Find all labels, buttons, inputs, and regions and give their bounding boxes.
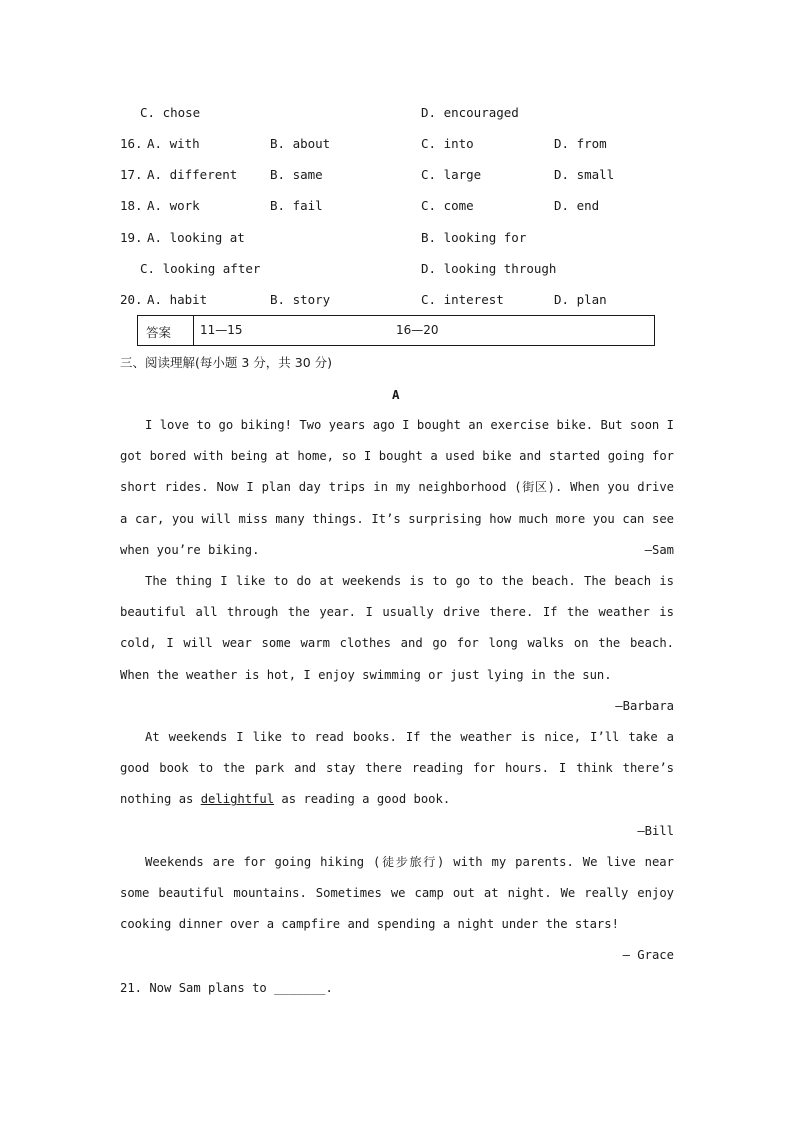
question-number: 19. <box>120 230 143 245</box>
option-15-c: C. chose <box>140 105 201 120</box>
answer-label: 答案 <box>146 325 172 340</box>
option-15-d: D. encouraged <box>421 105 519 120</box>
option-b: B. looking for <box>421 230 527 245</box>
paragraph-barbara <box>120 566 674 691</box>
question-21: 21. Now Sam plans to _______. <box>120 981 333 995</box>
question-number: 20. <box>120 292 143 307</box>
underlined-word: delightful <box>200 792 275 807</box>
author-signature: —Barbara <box>615 699 674 713</box>
option-a: A. habit <box>147 292 208 307</box>
paragraph-text: At weekends I like to read books. If the weather is nice, I’ll take a good book to the park and stay there reading for hours. I think there’s nothing as <box>120 730 674 807</box>
option-d: D. looking through <box>421 261 557 276</box>
paragraph-text: Weekends are for going hiking (徒步旅行) with my parents. We live near some beautiful mountains. Sometimes we camp out at night. We really enjoy cooking dinner over a campfire and spending a night under the stars! <box>120 855 674 932</box>
option-b: B. same <box>270 167 323 182</box>
option-d: D. from <box>554 136 607 151</box>
option-d: D. small <box>554 167 615 182</box>
option-d: D. plan <box>554 292 607 307</box>
option-a: A. looking at <box>147 230 245 245</box>
paragraph-text: as reading a good book. <box>274 792 451 807</box>
option-c: C. looking after <box>140 261 261 276</box>
paragraph-grace <box>120 847 674 941</box>
option-b: B. fail <box>270 198 323 213</box>
paragraph-bill <box>120 722 674 816</box>
paragraph-sam <box>120 410 674 566</box>
author-signature: — Grace <box>622 948 674 962</box>
passage-title: A <box>392 387 400 402</box>
answer-range-16-20[interactable]: 16—20 <box>396 323 439 337</box>
question-number: 16. <box>120 136 143 151</box>
option-b: B. about <box>270 136 331 151</box>
answer-box <box>137 315 655 346</box>
option-c: C. interest <box>421 292 504 307</box>
option-c: C. come <box>421 198 474 213</box>
option-b: B. story <box>270 292 331 307</box>
section-title: 三、阅读理解(每小题 3 分，共 30 分) <box>120 355 333 370</box>
option-a: A. different <box>147 167 238 182</box>
paragraph-text: I love to go biking! Two years ago I bought an exercise bike. But soon I got bored with being at home, so I bought a used bike and started going for short rides. Now I plan day trips in my neighborhood (街区). When you drive a car, you will miss many things. It’s surprising how much more you can see when you’re biking. <box>120 418 674 557</box>
option-d: D. end <box>554 198 600 213</box>
answer-box-divider <box>193 316 194 345</box>
author-signature: —Bill <box>637 824 674 838</box>
option-a: A. work <box>147 198 200 213</box>
paragraph-text: The thing I like to do at weekends is to go to the beach. The beach is beautiful all through the year. I usually drive there. If the weather is cold, I will wear some warm clothes and go for long walks on the beach. When the weather is hot, I enjoy swimming or just lying in the sun. <box>120 574 674 682</box>
author-signature: —Sam <box>644 543 674 557</box>
option-c: C. large <box>421 167 482 182</box>
answer-range-11-15[interactable]: 11—15 <box>200 323 243 337</box>
question-number: 17. <box>120 167 143 182</box>
question-number: 18. <box>120 198 143 213</box>
option-c: C. into <box>421 136 474 151</box>
option-a: A. with <box>147 136 200 151</box>
